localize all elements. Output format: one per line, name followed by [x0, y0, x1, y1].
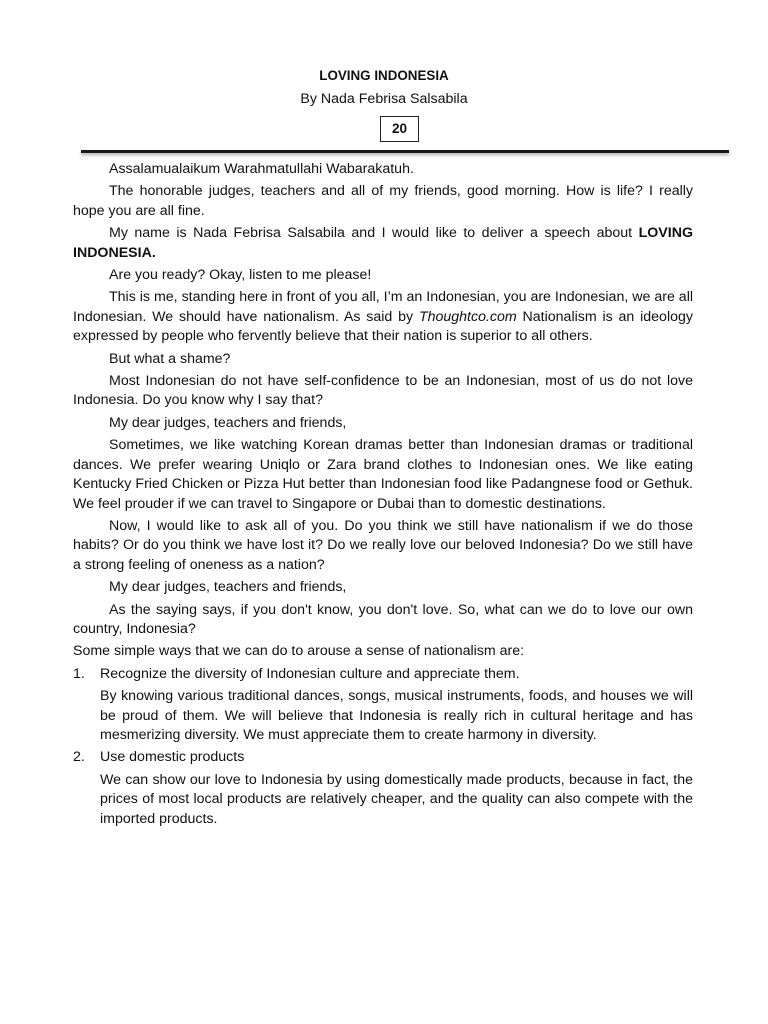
nationalism-text-b: Nationalism is an ideology expressed by people who fervently believe that their nation is superior to all others. [73, 308, 693, 345]
paragraph-confidence: Most Indonesian do not have self-confidence to be an Indonesian, most of us do not love Indonesia. Do you know why I say that? [73, 373, 693, 409]
list-item-detail: By knowing various traditional dances, songs, musical instruments, foods, and houses we will be proud of them. We will believe that Indonesia is really rich in cultural heritage and has mesmerizing diversity. We must appreciate them to create harmony in diversity. [100, 688, 693, 743]
list-item [73, 748, 693, 829]
list-item-heading: Use domestic products [100, 749, 245, 766]
paragraph-ways-intro: Some simple ways that we can do to arouse a sense of nationalism are: [73, 643, 525, 660]
paragraph-shame: But what a shame? [109, 350, 231, 367]
paragraph-introduction [73, 224, 693, 263]
ways-list [73, 665, 693, 829]
paragraph-ready: Are you ready? Okay, listen to me please! [109, 267, 372, 284]
paragraph-greeting: Assalamualaikum Warahmatullahi Wabarakatuh. [109, 161, 414, 177]
paragraph-saying: As the saying says, if you don't know, you don't love. So, what can we do to love our own country, Indonesia? [73, 601, 693, 637]
list-item-number: 2. [73, 749, 85, 766]
list-item-detail: We can show our love to Indonesia by using domestically made products, because in fact, the prices of most local products are relatively cheaper, and the quality can also compete with the imported products. [100, 771, 693, 827]
paragraph-questions: Now, I would like to ask all of you. Do you think we still have nationalism if we do those habits? Or do you think we have lost it? Do we really love our beloved Indonesia? Do we still have a strong feeling of oneness as a nation? [73, 517, 693, 573]
speech-topic: LOVING INDONESIA. [73, 225, 693, 261]
list-item [73, 665, 693, 746]
speech-body [73, 160, 693, 832]
nationalism-text-a: This is me, standing here in front of you all, I’m an Indonesian, you are Indonesian, we are all Indonesian. We should have nationalism. As said by [73, 289, 693, 325]
list-item-number: 1. [73, 665, 85, 682]
paragraph-address-1: My dear judges, teachers and friends, [109, 414, 347, 431]
paragraph-habits: Sometimes, we like watching Korean dramas better than Indonesian dramas or traditional dances. We prefer wearing Uniqlo or Zara brand clothes to Indonesian ones. We like eating Kentucky Fried Chicken or Pizza Hut better than Indonesian food like Padangnese food or Gethuk. We feel prouder if we can travel to Singapore or Dubai than to domestic destinations. [73, 437, 693, 512]
header-divider [81, 150, 729, 153]
paragraph-address-2: My dear judges, teachers and friends, [109, 579, 347, 596]
paragraph-nationalism [73, 288, 693, 346]
list-item-heading: Recognize the diversity of Indonesian culture and appreciate them. [100, 665, 520, 682]
entry-number-box: 20 [380, 116, 419, 142]
introduction-text: My name is Nada Febrisa Salsabila and I would like to deliver a speech about [109, 225, 633, 242]
source-citation: Thoughtco.com [418, 308, 517, 325]
page-title: LOVING INDONESIA [319, 68, 449, 83]
paragraph-opening: The honorable judges, teachers and all of my friends, good morning. How is life? I really hope you are all fine. [73, 183, 693, 219]
author-line: By Nada Febrisa Salsabila [300, 91, 468, 107]
